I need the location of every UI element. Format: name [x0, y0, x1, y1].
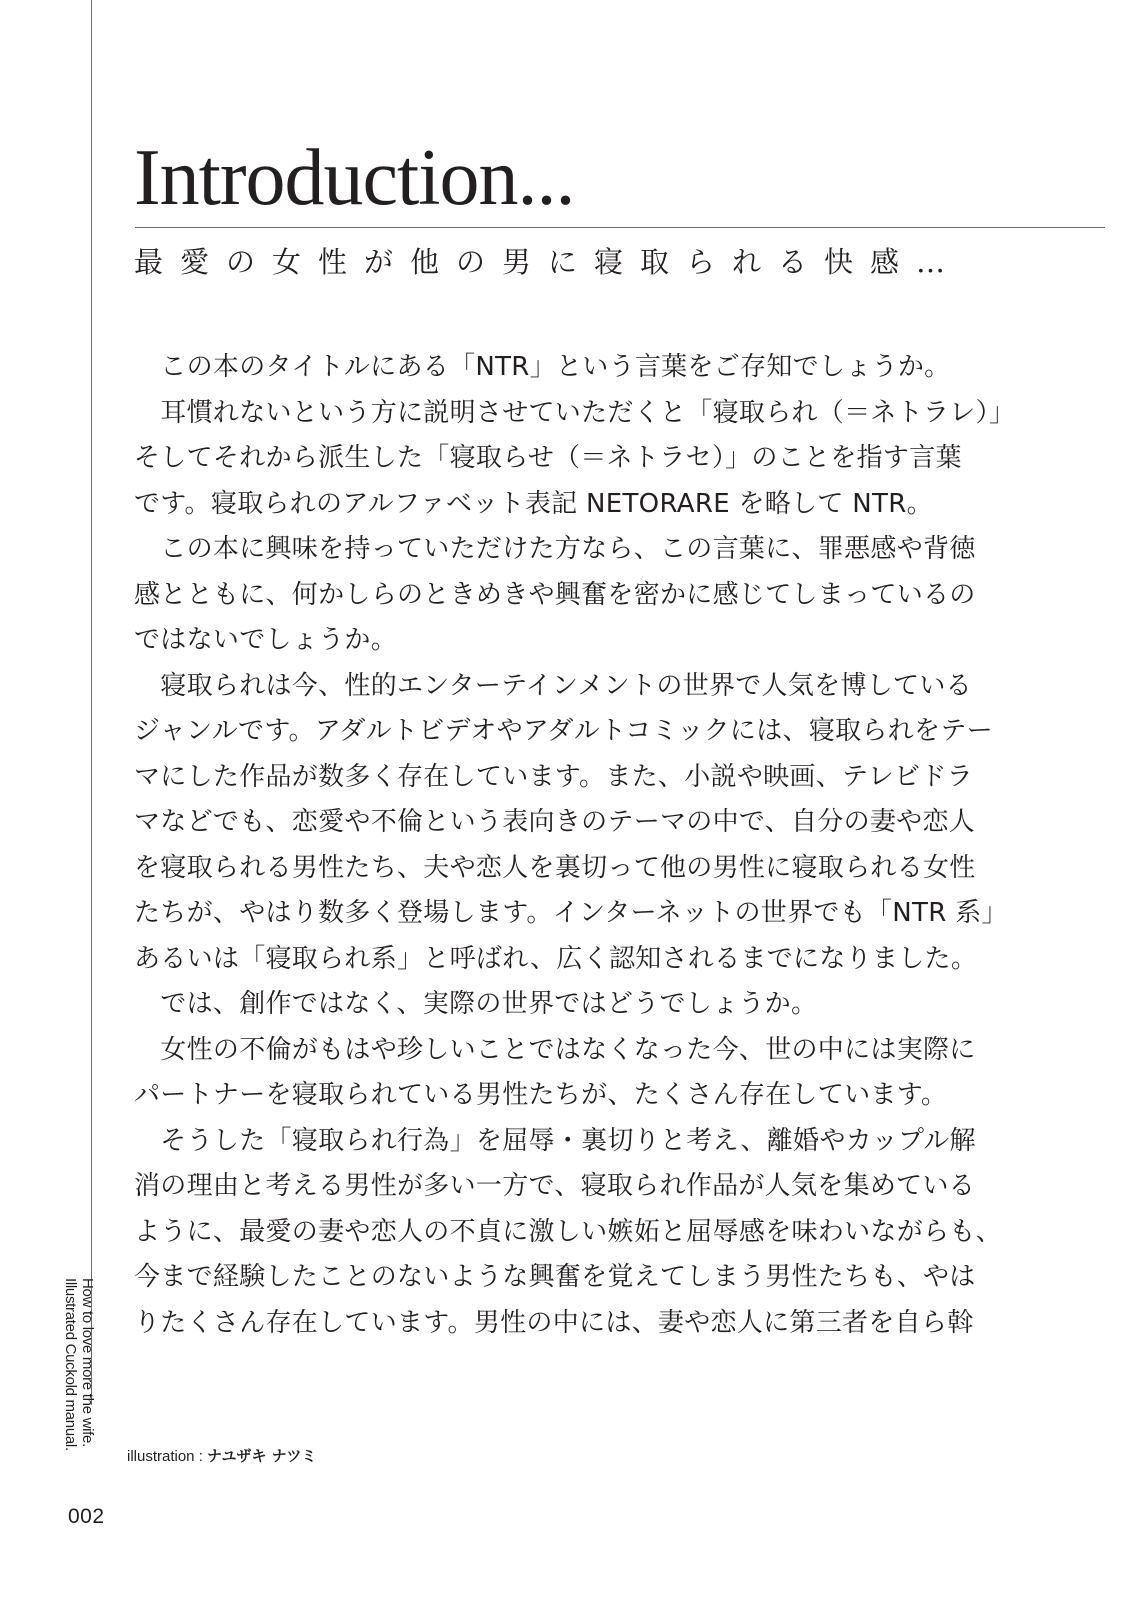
page-title: Introduction...: [134, 134, 575, 222]
body-line: あるいは「寝取られ系」と呼ばれ、広く認知されるまでになりました。: [134, 943, 978, 974]
body-line: たちが、やはり数多く登場します。インターネットの世界でも「NTR 系」: [134, 898, 1008, 928]
body-line: を寝取られる男性たち、夫や恋人を裏切って他の男性に寝取られる女性: [134, 852, 976, 883]
body-text: [134, 345, 1016, 1346]
body-line: そうした「寝取られ行為」を屈辱・裏切りと考え、離婚やカップル解: [134, 1125, 976, 1156]
running-title-line-2: Illustrated Cuckold manual.: [62, 1278, 79, 1451]
body-line: ジャンルです。アダルトビデオやアダルトコミックには、寝取られをテー: [134, 716, 993, 746]
title-divider: [135, 227, 1105, 228]
body-line: です。寝取られのアルファベット表記 NETORARE を略して NTR。: [134, 488, 933, 519]
running-title-line-1: How to love more the wife.: [79, 1278, 96, 1447]
credit-label: illustration :: [127, 1448, 208, 1465]
body-line: ではないでしょうか。: [134, 625, 398, 655]
body-line: 寝取られは今、性的エンターテインメントの世界で人気を博している: [134, 670, 972, 701]
body-line: マなどでも、恋愛や不倫という表向きのテーマの中で、自分の妻や恋人: [134, 807, 976, 837]
body-line: りたくさん存在しています。男性の中には、妻や恋人に第三者を自ら斡: [134, 1307, 974, 1338]
running-title: [62, 1278, 98, 1478]
illustration-credit: [127, 1445, 317, 1466]
body-line: パートナーを寝取られている男性たちが、たくさん存在しています。: [134, 1080, 948, 1110]
page-number: 002: [68, 1505, 105, 1528]
body-line: この本に興味を持っていただけた方なら、この言葉に、罪悪感や背徳: [134, 534, 976, 564]
body-line: 女性の不倫がもはや珍しいことではなくなった今、世の中には実際に: [134, 1034, 976, 1065]
margin-rule: [91, 0, 92, 1405]
body-line: 耳慣れないという方に説明させていただくと「寝取られ（＝ネトラレ）」: [134, 397, 1016, 428]
body-line: マにした作品が数多く存在しています。また、小説や映画、テレビドラ: [134, 761, 974, 792]
body-line: この本のタイトルにある「NTR」という言葉をご存知でしょうか。: [134, 352, 951, 382]
credit-name: ナユザキ ナツミ: [207, 1447, 317, 1465]
body-line: ように、最愛の妻や恋人の不貞に激しい嫉妬と屈辱感を味わいながらも、: [134, 1216, 1002, 1247]
body-line: 今まで経験したことのないような興奮を覚えてしまう男性たちも、やは: [134, 1262, 976, 1292]
body-line: では、創作ではなく、実際の世界ではどうでしょうか。: [134, 989, 818, 1019]
body-line: 消の理由と考える男性が多い一方で、寝取られ作品が人気を集めている: [134, 1171, 976, 1201]
body-line: そしてそれから派生した「寝取らせ（＝ネトラセ）」のことを指す言葉: [134, 443, 962, 473]
body-line: 感とともに、何かしらのときめきや興奮を密かに感じてしまっているの: [134, 579, 976, 610]
page-subtitle: 最愛の女性が他の男に寝取られる快感…: [134, 245, 963, 279]
